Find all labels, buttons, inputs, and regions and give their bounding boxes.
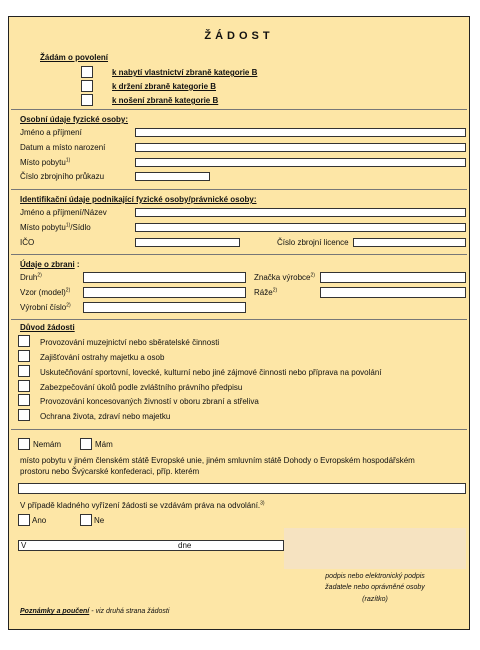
signature-line2: žadatele nebo oprávněné osoby <box>325 584 425 591</box>
reason-trade-label: Provozování koncesovaných živností v oboru zbraní a střeliva <box>40 397 259 406</box>
waiver-no-label: Ne <box>94 516 105 525</box>
checkbox-acquire[interactable] <box>81 66 93 78</box>
weapon-brand-label: Značka výrobce$^{2)}$ <box>254 272 315 282</box>
weapon-model-field[interactable] <box>83 287 246 298</box>
place-date-field[interactable] <box>18 540 284 551</box>
section-divider <box>11 109 467 110</box>
eu-no-label: Nemám <box>33 440 62 449</box>
weapon-type-label: Druh$^{2)}$ <box>20 272 42 282</box>
form-title: ŽÁDOST <box>204 30 274 42</box>
personal-heading: Osobní údaje fyzické osoby: <box>20 115 129 124</box>
weapon-type-field[interactable] <box>83 272 246 283</box>
checkbox-eu-no[interactable] <box>18 438 30 450</box>
weapon-serial-label: Výrobní číslo$^{2)}$ <box>20 302 71 312</box>
business-residence-field[interactable] <box>135 223 466 232</box>
footer-notes-link[interactable]: Poznámky a poučení <box>20 608 90 615</box>
weapon-brand-field[interactable] <box>320 272 466 283</box>
checkbox-waiver-yes[interactable] <box>18 514 30 526</box>
eu-yes-label: Mám <box>95 440 113 449</box>
reason-museum-label: Provozování muzejnictví nebo sběratelské činnosti <box>40 338 220 347</box>
weapon-model-label: Vzor (model)$^{2)}$ <box>20 287 71 297</box>
personal-birth-field[interactable] <box>135 143 466 152</box>
business-heading: Identifikační údaje podnikající fyzické osoby/právnické osoby: <box>20 195 257 204</box>
option-acquire-label: k nabytí vlastnictví zbraně kategorie B <box>112 68 258 77</box>
checkbox-reason-special-law[interactable] <box>18 380 30 392</box>
checkbox-reason-sport[interactable] <box>18 365 30 377</box>
personal-name-label: Jméno a příjmení <box>20 128 82 137</box>
footer-note: Poznámky a poučení - viz druhá strana žádosti <box>20 608 170 615</box>
personal-residence-label: Místo pobytu$^{1)}$ <box>20 157 71 167</box>
section-divider <box>11 319 467 320</box>
personal-birth-label: Datum a místo narození <box>20 143 106 152</box>
application-form <box>8 16 470 630</box>
checkbox-carry[interactable] <box>81 94 93 106</box>
checkbox-reason-security[interactable] <box>18 350 30 362</box>
personal-license-field[interactable] <box>135 172 210 181</box>
personal-name-field[interactable] <box>135 128 466 137</box>
checkbox-eu-yes[interactable] <box>80 438 92 450</box>
business-license-field[interactable] <box>353 238 466 247</box>
checkbox-reason-protection[interactable] <box>18 409 30 421</box>
waiver-text: V případě kladného vyřízení žádosti se vzdávám práva na odvolání.$^{3)}$ <box>20 500 265 510</box>
reason-special-law-label: Zabezpečování úkolů podle zvláštního právního předpisu <box>40 383 243 392</box>
eu-text-line1: místo pobytu v jiném členském státě Evropské unie, jiném smluvním státě Dohody o Evropském hospodářském <box>20 456 415 465</box>
option-carry-label: k nošení zbraně kategorie B <box>112 96 219 105</box>
place-prefix: V <box>21 541 27 550</box>
reason-security-label: Zajišťování ostrahy majetku a osob <box>40 353 165 362</box>
reason-heading: Důvod žádosti <box>20 323 75 332</box>
request-heading: Žádám o povolení <box>40 53 109 62</box>
signature-line3: (razítko) <box>362 596 388 603</box>
weapon-heading: Údaje o zbrani : <box>20 260 80 269</box>
business-name-label: Jméno a příjmení/Název <box>20 208 107 217</box>
business-ico-label: IČO <box>20 238 35 247</box>
business-license-label: Číslo zbrojní licence <box>277 238 349 247</box>
eu-state-field[interactable] <box>18 483 466 494</box>
checkbox-waiver-no[interactable] <box>80 514 92 526</box>
personal-license-label: Číslo zbrojního průkazu <box>20 172 105 181</box>
business-ico-field[interactable] <box>135 238 240 247</box>
eu-text-line2: prostoru nebo Švýcarské konfederaci, příp. kterém <box>20 467 200 476</box>
section-divider <box>11 254 467 255</box>
reason-sport-label: Uskutečňování sportovní, lovecké, kulturní nebo jiné zájmové činnosti nebo příprava na povolání <box>40 368 382 377</box>
date-label: dne <box>178 541 192 550</box>
section-divider <box>11 189 467 190</box>
waiver-yes-label: Ano <box>32 516 47 525</box>
section-divider <box>11 429 467 430</box>
weapon-caliber-field[interactable] <box>320 287 466 298</box>
checkbox-hold[interactable] <box>81 80 93 92</box>
checkbox-reason-museum[interactable] <box>18 335 30 347</box>
business-residence-label: Místo pobytu$^{1)}$/Sídlo <box>20 222 91 232</box>
checkbox-reason-trade[interactable] <box>18 394 30 406</box>
weapon-caliber-label: Ráže$^{2)}$ <box>254 287 278 297</box>
signature-line1: podpis nebo elektronický podpis <box>325 573 425 580</box>
signature-box[interactable] <box>284 528 466 569</box>
option-hold-label: k držení zbraně kategorie B <box>112 82 217 91</box>
personal-residence-field[interactable] <box>135 158 466 167</box>
reason-protection-label: Ochrana života, zdraví nebo majetku <box>40 412 171 421</box>
business-name-field[interactable] <box>135 208 466 217</box>
weapon-serial-field[interactable] <box>83 302 246 313</box>
